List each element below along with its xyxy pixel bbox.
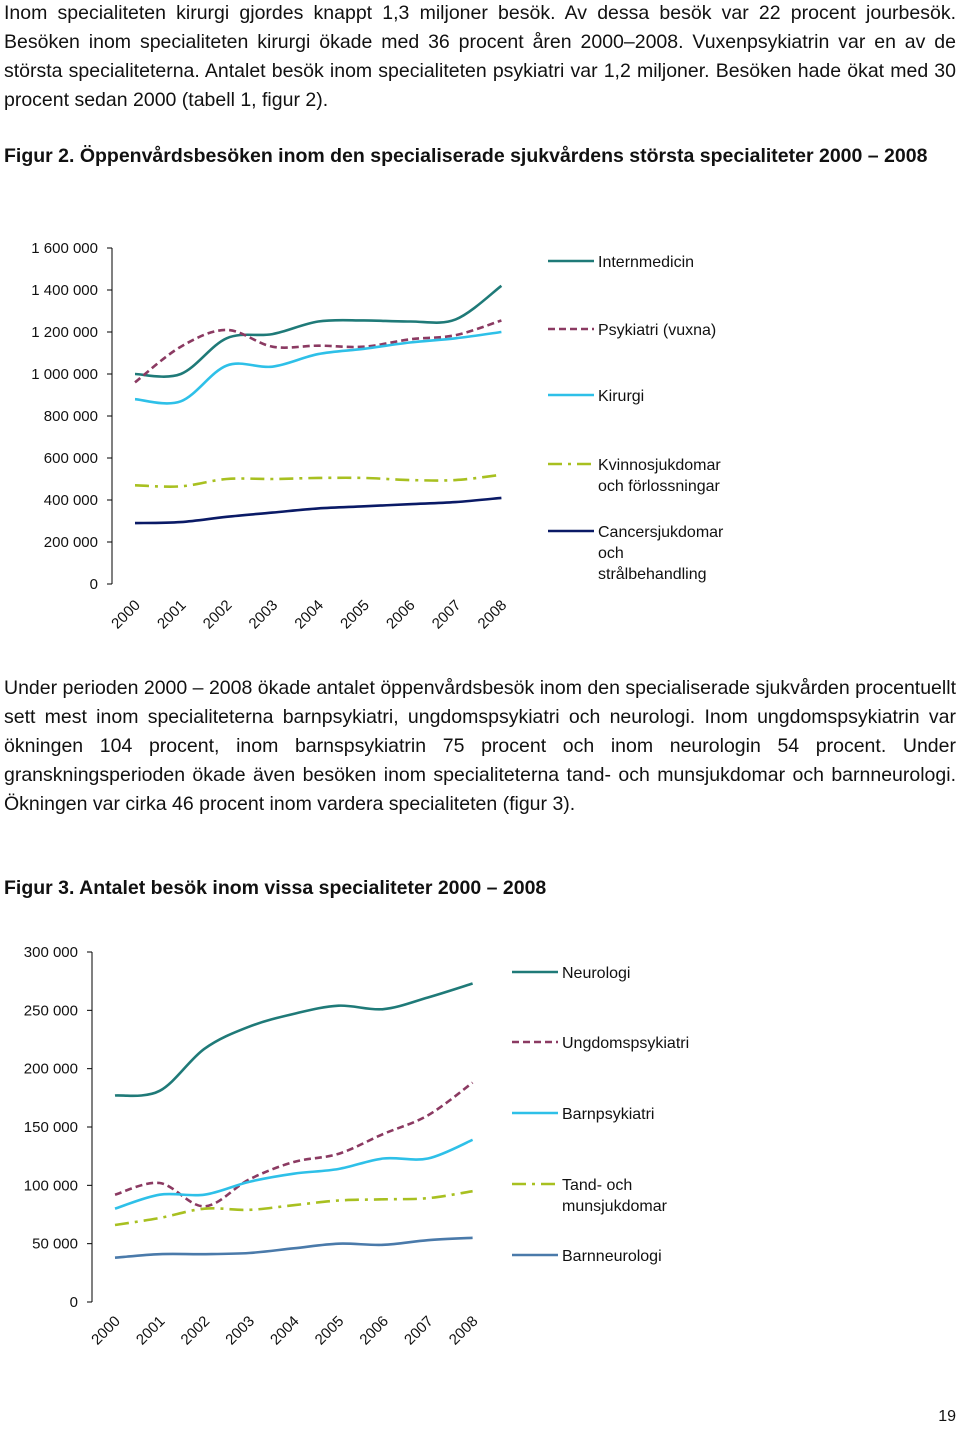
x-tick-label: 2004	[291, 596, 328, 633]
legend-label: Tand- och	[562, 1177, 633, 1194]
x-tick-label: 2007	[428, 596, 465, 633]
x-tick-label: 2002	[199, 596, 236, 633]
series-line	[115, 1191, 473, 1225]
x-tick-label: 2000	[108, 596, 144, 633]
x-tick-label: 2003	[222, 1312, 258, 1349]
x-tick-label: 2000	[88, 1312, 124, 1349]
figure3-caption: Figur 3. Antalet besök inom vissa specialiteter 2000 – 2008	[4, 877, 547, 899]
legend-label: Cancersjukdomar	[598, 524, 724, 541]
x-tick-label: 2007	[401, 1312, 437, 1349]
y-tick-label: 300 000	[23, 944, 78, 961]
y-tick-label: 1 000 000	[31, 366, 98, 383]
y-tick-label: 150 000	[23, 1119, 78, 1136]
legend-label: Kvinnosjukdomar	[598, 457, 721, 474]
x-tick-label: 2003	[245, 596, 282, 633]
y-tick-label: 800 000	[43, 408, 98, 425]
figure2-caption: Figur 2. Öppenvårdsbesöken inom den specialiserade sjukvårdens största specialiteter 2000 – 2008	[4, 145, 928, 167]
series-line	[135, 475, 501, 487]
series-line	[135, 320, 501, 382]
y-tick-label: 0	[89, 576, 98, 593]
x-tick-label: 2006	[383, 596, 419, 633]
intro-paragraph: Inom specialiteten kirurgi gjordes knappt 1,3 miljoner besök. Av dessa besök var 22 procent jourbesök. Besöken inom specialiteten kirurgi ökade med 36 procent åren 2000–2008. Vuxenpsykiatrin var en av de största specialiteterna. Antalet besök inom specialiteten psykiatri var 1,2 miljoner. Besöken hade ökat med 30 procent sedan 2000 (tabell 1, figur 2).	[4, 2, 956, 111]
y-tick-label: 200 000	[23, 1060, 78, 1078]
legend-label: Internmedicin	[598, 254, 695, 271]
legend-label: Kirurgi	[598, 388, 645, 405]
y-tick-label: 50 000	[32, 1235, 78, 1253]
y-tick-label: 0	[69, 1294, 78, 1311]
y-tick-label: 100 000	[23, 1177, 78, 1195]
x-tick-label: 2001	[132, 1312, 169, 1349]
legend-label: Barnpsykiatri	[562, 1106, 655, 1123]
legend-label: Psykiatri (vuxna)	[598, 322, 717, 339]
x-tick-label: 2006	[356, 1312, 393, 1349]
x-tick-label: 2001	[154, 596, 190, 633]
y-tick-label: 1 200 000	[31, 324, 98, 341]
legend-label: Neurologi	[562, 965, 631, 982]
series-line	[135, 498, 501, 523]
x-tick-label: 2005	[337, 596, 373, 633]
x-tick-label: 2008	[474, 596, 511, 633]
y-tick-label: 250 000	[23, 1002, 78, 1020]
middle-paragraph: Under perioden 2000 – 2008 ökade antalet öppenvårdsbesök inom den specialiserade sjukvården procentuellt sett mest inom specialiteterna barnpsykiatri, ungdomspsykiatri och neurologi. Inom ungdomspsykiatrin var ökningen 104 procent, inom barnspsykiatrin 75 procent och inom neurologin 54 procent. Under granskningsperioden ökade även besöken inom specialiteterna tand- och munsjukdomar och barnneurologi. Ökningen var cirka 46 procent inom vardera specialiteten (figur 3).	[4, 677, 956, 815]
y-tick-label: 200 000	[43, 534, 98, 551]
legend-label: och förlossningar	[598, 478, 720, 495]
legend-label: och	[598, 545, 624, 562]
figure3-chart	[0, 935, 960, 1385]
x-tick-label: 2004	[267, 1312, 303, 1349]
x-tick-label: 2002	[177, 1312, 214, 1349]
legend-label: Barnneurologi	[562, 1248, 662, 1265]
y-tick-label: 1 600 000	[31, 240, 98, 257]
legend-label: strålbehandling	[598, 566, 707, 583]
series-line	[115, 1140, 473, 1209]
series-line	[135, 286, 501, 377]
series-line	[115, 1083, 473, 1207]
y-tick-label: 400 000	[43, 492, 98, 509]
y-tick-label: 600 000	[43, 450, 98, 467]
page-number: 19	[938, 1408, 956, 1425]
legend-label: Ungdomspsykiatri	[562, 1035, 690, 1052]
y-tick-label: 1 400 000	[31, 282, 98, 299]
series-line	[115, 984, 473, 1096]
x-tick-label: 2005	[311, 1312, 348, 1349]
figure2-chart	[0, 232, 960, 652]
legend-label: munsjukdomar	[562, 1198, 667, 1215]
x-tick-label: 2008	[445, 1312, 482, 1349]
series-line	[115, 1238, 473, 1258]
